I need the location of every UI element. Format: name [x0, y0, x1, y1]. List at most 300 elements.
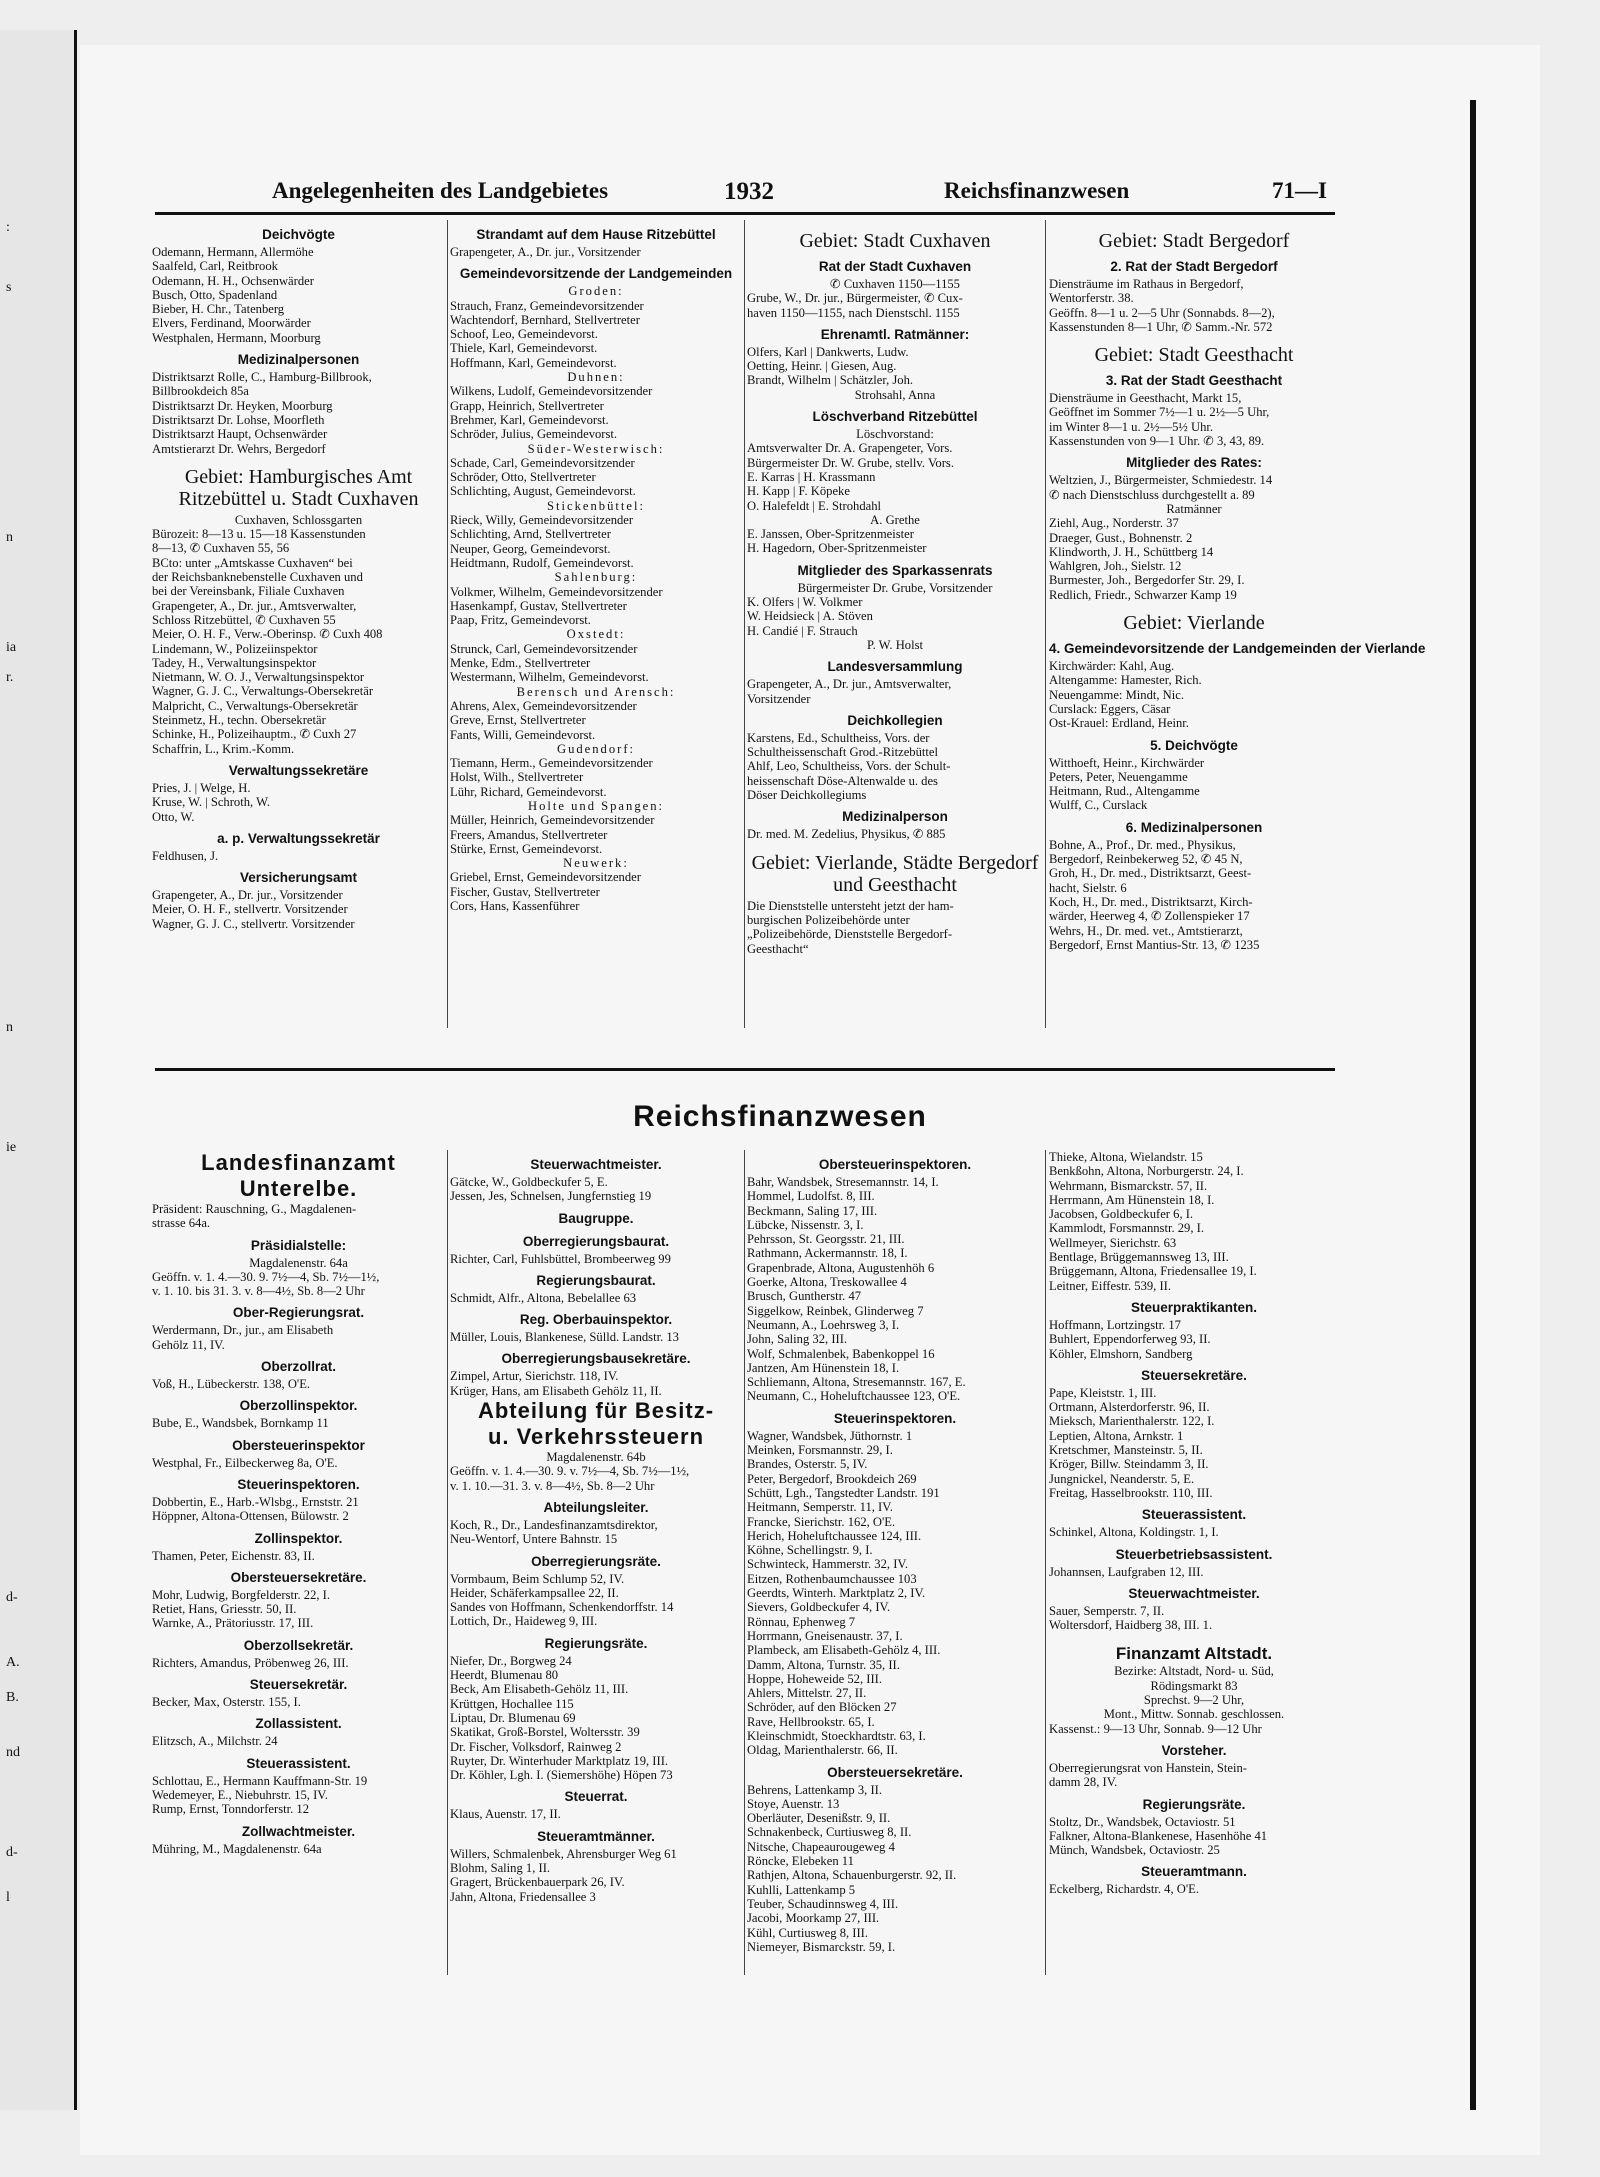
entry-line: Kassenst.: 9—13 Uhr, Sonnab. 9—12 Uhr	[1049, 1721, 1262, 1736]
entry-line: Wentorferstr. 38.	[1049, 291, 1134, 306]
entry-line: Dr. Köhler, Lgh. I. (Siemershöhe) Höpen 73	[450, 1768, 673, 1783]
entry-line: Herrmann, Am Hünenstein 18, I.	[1049, 1192, 1215, 1207]
entry-line: Geöffn. v. 1. 4.—30. 9. 7½—4, Sb. 7½—1½,	[152, 1269, 380, 1284]
entry-line: Karstens, Ed., Schultheiss, Vors. der	[747, 730, 930, 745]
entry-line: Bürozeit: 8—13 u. 15—18 Kassenstunden	[152, 527, 366, 542]
section-heading: Steuerbetriebsassistent.	[1115, 1546, 1273, 1562]
entry-line: Geesthacht“	[747, 941, 809, 956]
entry-line: Wolf, Schmalenbek, Babenkoppel 16	[747, 1346, 935, 1361]
entry-line: Teuber, Schaudinnsweg 4, III.	[747, 1896, 899, 1911]
section-heading: Steuerassistent.	[246, 1755, 351, 1771]
entry-line: Schinke, H., Polizeihauptm., ✆ Cuxh 27	[152, 727, 357, 742]
entry-line: Geöffn. v. 1. 4.—30. 9. v. 7½—4, Sb. 7½—1½,	[450, 1464, 690, 1479]
strip-glyph: ia	[6, 640, 17, 655]
locality-heading: Berensch und Arensch:	[516, 684, 676, 699]
entry-line: Neumann, A., Loehrsweg 3, I.	[747, 1317, 900, 1332]
entry-line: Lindemann, W., Polizeiinspektor	[152, 641, 318, 656]
strip-glyph: l	[6, 1890, 10, 1905]
entry-line: Bahr, Wandsbek, Stresemannstr. 14, I.	[747, 1175, 939, 1189]
section-heading: Reg. Oberbauinspektor.	[519, 1312, 673, 1328]
entry-line: Stoltz, Dr., Wandsbek, Octaviostr. 51	[1049, 1814, 1236, 1829]
entry-line: Thamen, Peter, Eichenstr. 83, II.	[152, 1548, 315, 1563]
strip-glyph: d-	[6, 1845, 18, 1860]
entry-line: Heidtmann, Rudolf, Gemeindevorst.	[450, 555, 634, 570]
entry-line: Steinmetz, H., techn. Obersekretär	[152, 713, 326, 728]
centered-line: P. W. Holst	[867, 637, 923, 652]
entry-line: haven 1150—1155, nach Dienstschl. 1155	[747, 305, 960, 320]
entry-line: Schoof, Leo, Gemeindevorst.	[450, 327, 598, 342]
section-heading: Rat der Stadt Cuxhaven	[818, 259, 972, 274]
entry-line: Schade, Carl, Gemeindevorsitzender	[450, 455, 635, 470]
entry-line: Wehrs, H., Dr. med. vet., Amtstierarzt,	[1049, 923, 1243, 938]
entry-line: Otto, W.	[152, 809, 195, 824]
entry-line: Koch, R., Dr., Landesfinanzamtsdirektor,	[450, 1517, 658, 1532]
entry-line: Rave, Hellbrookstr. 65, I.	[747, 1714, 875, 1729]
entry-line: Schaffrin, L., Krim.-Komm.	[152, 741, 295, 756]
entry-line: Jantzen, Am Hünenstein 18, I.	[747, 1360, 900, 1375]
entry-line: Greve, Ernst, Stellvertreter	[450, 713, 586, 728]
entry-line: Jessen, Jes, Schnelsen, Jungfernstieg 19	[450, 1189, 652, 1204]
entry-line: heissenschaft Döse-Altenwalde u. des	[747, 773, 938, 788]
locality-heading: Gudendorf:	[556, 741, 636, 756]
entry-line: Gehölz 11, IV.	[152, 1337, 225, 1352]
entry-line: Beckmann, Saling 17, III.	[747, 1203, 878, 1218]
entry-line: Heider, Schäferkampsallee 22, II.	[450, 1585, 619, 1600]
office-heading: Finanzamt Altstadt.	[1115, 1644, 1273, 1664]
entry-line: Ziehl, Aug., Norderstr. 37	[1049, 516, 1179, 531]
entry-line: Bergedorf, Reinbekerweg 52, ✆ 45 N,	[1049, 852, 1243, 867]
entry-line: Krüger, Hans, am Elisabeth Gehölz 11, II.	[450, 1383, 662, 1398]
entry-line: Pape, Kleiststr. 1, III.	[1049, 1385, 1157, 1400]
section-heading: Steuerpraktikanten.	[1130, 1299, 1258, 1315]
entry-line: Benkßohn, Altona, Norburgerstr. 24, I.	[1049, 1164, 1244, 1179]
entry-line: Hommel, Ludolfst. 8, III.	[747, 1189, 875, 1204]
entry-line: Lübcke, Nissenstr. 3, I.	[747, 1217, 864, 1232]
section-heading: Oberregierungsräte.	[531, 1553, 661, 1569]
entry-line: Stürke, Ernst, Gemeindevorst.	[450, 841, 603, 856]
entry-line: Ost-Krauel: Erdland, Heinr.	[1049, 716, 1189, 731]
entry-line: Jacobsen, Goldbeckufer 6, I.	[1049, 1207, 1194, 1222]
entry-line: Werdermann, Dr., jur., am Elisabeth	[152, 1323, 334, 1338]
entry-line: Köhler, Elmshorn, Sandberg	[1049, 1346, 1193, 1361]
entry-line: Grapengeter, A., Dr. jur., Vorsitzender	[152, 888, 343, 903]
header-left: Angelegenheiten des Landgebietes	[272, 178, 609, 203]
entry-line: Ortmann, Alsterdorferstr. 96, II.	[1049, 1400, 1210, 1415]
entry-line: Pehrsson, St. Georgsstr. 21, III.	[747, 1232, 905, 1247]
entry-line: Falkner, Altona-Blankenese, Hasenhöhe 41	[1049, 1828, 1268, 1843]
column-strandamt	[450, 220, 742, 913]
entry-line: Weltzien, J., Bürgermeister, Schmiedestr. 14	[1049, 473, 1273, 488]
section-heading: Ober-Regierungsrat.	[232, 1305, 365, 1321]
entry-line: Holst, Wilh., Stellvertreter	[450, 770, 584, 785]
entry-line: Brandt, Wilhelm | Schätzler, Joh.	[747, 373, 914, 388]
entry-line: Müller, Louis, Blankenese, Sülld. Landstr. 13	[450, 1330, 679, 1345]
locality-heading: Groden:	[568, 284, 624, 299]
entry-line: Pries, J. | Welge, H.	[152, 780, 251, 795]
entry-line: W. Heidsieck | A. Stöven	[747, 609, 873, 624]
section-heading: Steuerinspektoren.	[237, 1476, 360, 1492]
entry-line: Horrmann, Gneisenaustr. 37, I.	[747, 1628, 903, 1643]
entry-line: Mieksch, Marienthalerstr. 122, I.	[1049, 1414, 1215, 1429]
entry-line: Sievers, Goldbeckufer 4, IV.	[747, 1600, 891, 1615]
entry-line: Schultheissenschaft Grod.-Ritzebüttel	[747, 745, 938, 760]
office-title: u. Verkehrssteuern	[487, 1424, 705, 1450]
entry-line: v. 1. 10. bis 31. 3. v. 8—4½, Sb. 8—2 Uhr	[152, 1284, 365, 1299]
column-divider	[447, 1150, 448, 1975]
centered-line: Magdalenenstr. 64a	[249, 1255, 348, 1270]
entry-line: Nitsche, Chapeaurougeweg 4	[747, 1839, 895, 1854]
entry-line: O. Halefeldt | E. Strohdahl	[747, 498, 882, 513]
entry-line: Heerdt, Blumenau 80	[450, 1668, 559, 1683]
entry-line: Schlichting, Arnd, Stellvertreter	[450, 527, 611, 542]
section-heading: Steuerassistent.	[1141, 1507, 1247, 1523]
entry-line: Westphal, Fr., Eilbeckerweg 8a, O'E.	[152, 1455, 338, 1470]
strip-glyph: r.	[6, 670, 14, 685]
entry-line: Grapengeter, A., Dr. jur., Amtsverwalter,	[747, 677, 952, 692]
entry-line: Gragert, Brückenbauerpark 26, IV.	[450, 1875, 625, 1890]
entry-line: Distriktsarzt Rolle, C., Hamburg-Billbrook,	[152, 370, 372, 385]
entry-line: Wagner, G. J. C., Verwaltungs-Obersekretär	[152, 684, 374, 699]
entry-line: Schröder, Julius, Gemeindevorst.	[450, 427, 618, 442]
section-heading: Oberregierungsbaurat.	[522, 1233, 670, 1249]
entry-line: Beck, Am Elisabeth-Gehölz 11, III.	[450, 1682, 629, 1697]
entry-line: Olfers, Karl | Dankwerts, Ludw.	[747, 344, 909, 359]
entry-line: Sauer, Semperstr. 7, II.	[1049, 1603, 1165, 1618]
entry-line: Schmidt, Alfr., Altona, Bebelallee 63	[450, 1290, 637, 1305]
entry-line: Münch, Wandsbek, Octaviostr. 25	[1049, 1843, 1220, 1858]
entry-line: Kröger, Billw. Steindamm 3, II.	[1049, 1457, 1209, 1472]
region-heading: Gebiet: Stadt Geesthacht	[1094, 344, 1294, 367]
entry-line: Bohne, A., Prof., Dr. med., Physikus,	[1049, 837, 1236, 852]
entry-line: Woltersdorf, Haidberg 38, III. 1.	[1049, 1618, 1213, 1633]
entry-line: Westphalen, Hermann, Moorburg	[152, 330, 321, 345]
entry-line: Leptien, Altona, Arnkstr. 1	[1049, 1428, 1184, 1443]
entry-line: Odemann, Hermann, Allermöhe	[152, 245, 314, 259]
entry-line: wärder, Heerweg 4, ✆ Zollenspieker 17	[1049, 909, 1250, 924]
entry-line: Wellmeyer, Sierichstr. 63	[1049, 1235, 1177, 1250]
centered-line: Mont., Mittw. Sonnab. geschlossen.	[1103, 1707, 1285, 1722]
entry-line: John, Saling 32, III.	[747, 1332, 848, 1347]
entry-line: Altengamme: Hamester, Rich.	[1049, 673, 1202, 688]
section-heading: Vorsteher.	[1161, 1742, 1227, 1758]
centered-line: Löschvorstand:	[856, 427, 934, 442]
section-heading: Zollinspektor.	[254, 1530, 343, 1546]
entry-line: Oberläuter, Desenißstr. 9, II.	[747, 1811, 891, 1826]
header-year: 1932	[724, 178, 774, 205]
entry-line: Volkmer, Wilhelm, Gemeindevorsitzender	[450, 584, 663, 599]
section-heading: 2. Rat der Stadt Bergedorf	[1110, 259, 1278, 274]
section-heading: Steuerinspektoren.	[833, 1410, 957, 1426]
page-header	[272, 178, 1332, 208]
entry-line: Röncke, Elebeken 11	[747, 1854, 854, 1869]
section-heading: Medizinalpersonen	[237, 352, 360, 368]
section-heading: Steueramtmänner.	[537, 1828, 655, 1844]
section-heading: Verwaltungssekretäre	[228, 762, 369, 778]
column-baugruppe	[450, 1150, 742, 1904]
entry-line: Schinkel, Altona, Koldingstr. 1, I.	[1049, 1525, 1219, 1540]
region-heading: Gebiet: Hamburgisches Amt Ritzebüttel u. Stadt Cuxhaven	[178, 465, 419, 510]
section-heading: Oberzollrat.	[260, 1359, 336, 1375]
section-heading: Steueramtmann.	[1141, 1864, 1247, 1880]
entry-line: Tiemann, Herm., Gemeindevorsitzender	[450, 756, 653, 771]
entry-line: Jacobi, Moorkamp 27, III.	[747, 1911, 880, 1926]
entry-line: Francke, Sierichstr. 162, O'E.	[747, 1514, 896, 1529]
entry-line: Herich, Hoheluftchaussee 124, III.	[747, 1528, 922, 1543]
entry-line: Schröder, Otto, Stellvertreter	[450, 470, 596, 485]
strip-glyph: ie	[6, 1140, 17, 1155]
region-heading: Gebiet: Vierlande, Städte Bergedorf und Geesthacht	[751, 851, 1039, 896]
entry-line: Hoppe, Hoheweide 52, III.	[747, 1671, 882, 1686]
section-heading: Gemeindevorsitzende der Landgemeinden	[459, 266, 733, 282]
entry-line: Neuper, Georg, Gemeindevorst.	[450, 541, 611, 556]
entry-line: Skatikat, Groß-Borstel, Woltersstr. 39	[450, 1725, 640, 1740]
entry-line: Rathjen, Altona, Schauenburgerstr. 92, II.	[747, 1868, 957, 1883]
entry-line: Dr. med. M. Zedelius, Physikus, ✆ 885	[747, 827, 946, 842]
entry-line: Blohm, Saling 1, II.	[450, 1861, 551, 1876]
entry-line: Paap, Fritz, Gemeindevorst.	[450, 613, 591, 628]
centered-line: Rödingsmarkt 83	[1150, 1678, 1238, 1693]
entry-line: Wahlgren, Joh., Sielstr. 12	[1049, 559, 1182, 574]
main-title: Reichsfinanzwesen	[633, 1100, 927, 1133]
entry-line: Kleinschmidt, Stoeckhardtstr. 63, I.	[747, 1728, 926, 1743]
strip-glyph: s	[6, 280, 12, 295]
column-finanzamt-altstadt	[1049, 1150, 1339, 1897]
entry-line: Peter, Bergedorf, Brookdeich 269	[747, 1471, 917, 1486]
column-obersteuerinspektoren	[747, 1150, 1043, 1954]
entry-line: 8—13, ✆ Cuxhaven 55, 56	[152, 541, 290, 556]
entry-line: Dr. Fischer, Volksdorf, Rainweg 2	[450, 1739, 622, 1754]
column-cuxhaven	[747, 220, 1043, 956]
entry-line: Warnke, A., Prätoriusstr. 17, III.	[152, 1616, 314, 1631]
column-divider	[1045, 1150, 1046, 1975]
entry-line: Meinken, Forsmannstr. 29, I.	[747, 1443, 893, 1458]
entry-line: ✆ nach Dienstschluss durchgestellt a. 89	[1049, 487, 1255, 502]
section-heading: 6. Medizinalpersonen	[1125, 819, 1263, 835]
entry-line: Feldhusen, J.	[152, 848, 219, 863]
entry-line: Strunck, Carl, Gemeindevorsitzender	[450, 641, 638, 656]
entry-line: Damm, Altona, Turnstr. 35, II.	[747, 1657, 900, 1672]
locality-heading: Süder-Westerwisch:	[527, 441, 665, 456]
strip-glyph: A.	[6, 1655, 20, 1670]
entry-line: Rönnau, Ephenweg 7	[747, 1614, 856, 1629]
entry-line: Redlich, Friedr., Schwarzer Kamp 19	[1049, 587, 1237, 602]
strip-glyph: :	[6, 220, 10, 235]
region-heading: Gebiet: Vierlande	[1123, 612, 1265, 635]
section-heading: Präsidialstelle:	[250, 1237, 347, 1253]
office-title: Unterelbe.	[239, 1176, 358, 1201]
entry-line: Schröder, auf den Blöcken 27	[747, 1700, 897, 1715]
section-heading: Oberzollinspektor.	[239, 1398, 358, 1414]
entry-line: E. Karras | H. Krassmann	[747, 469, 876, 484]
strip-glyph: n	[6, 530, 13, 545]
entry-line: Rump, Ernst, Tonndorferstr. 12	[152, 1802, 309, 1817]
header-right: Reichsfinanzwesen	[944, 178, 1130, 203]
entry-line: Wagner, Wandsbek, Jüthornstr. 1	[747, 1428, 913, 1443]
entry-line: Goerke, Altona, Treskowallee 4	[747, 1275, 907, 1290]
entry-line: Wachtendorf, Bernhard, Stellvertreter	[450, 312, 640, 327]
locality-heading: Sahlenburg:	[554, 570, 638, 585]
section-heading: Abteilungsleiter.	[543, 1499, 649, 1515]
section-heading: Oberregierungsbausekretäre.	[501, 1351, 691, 1367]
entry-line: Bentlage, Brüggemannsweg 13, III.	[1049, 1250, 1229, 1265]
section-heading: 5. Deichvögte	[1150, 737, 1238, 753]
entry-line: Liptau, Dr. Blumenau 69	[450, 1710, 576, 1725]
entry-line: Freitag, Hasselbrookstr. 110, III.	[1049, 1485, 1213, 1500]
entry-line: Saalfeld, Carl, Reitbrook	[152, 259, 278, 274]
entry-line: Nietmann, W. O. J., Verwaltungsinspektor	[152, 670, 365, 685]
entry-line: Amtstierarzt Dr. Wehrs, Bergedorf	[152, 441, 326, 456]
entry-line: Johannsen, Laufgraben 12, III.	[1049, 1564, 1204, 1579]
entry-line: Distriktsarzt Dr. Heyken, Moorburg	[152, 398, 333, 413]
entry-line: Wagner, G. J. C., stellvertr. Vorsitzender	[152, 916, 355, 931]
locality-heading: Stickenbüttel:	[547, 498, 645, 513]
centered-line: ✆ Cuxhaven 1150—1155	[830, 277, 960, 291]
column-deichvoegte	[152, 220, 445, 931]
entry-line: Döser Deichkollegiums	[747, 788, 867, 803]
section-heading: Steuerrat.	[564, 1789, 628, 1805]
section-heading: Regierungsbaurat.	[536, 1272, 656, 1288]
entry-line: Brehmer, Karl, Gemeindevorst.	[450, 412, 609, 427]
centered-line: Magdalenenstr. 64b	[546, 1450, 646, 1465]
centered-line: Bezirke: Altstadt, Nord- u. Süd,	[1114, 1664, 1274, 1679]
entry-line: H. Kapp | F. Köpeke	[747, 484, 850, 499]
section-heading: Obersteuerinspektor	[232, 1437, 365, 1453]
entry-line: Grapenbrade, Altona, Augustenhöh 6	[747, 1260, 935, 1275]
entry-line: Draeger, Gust., Bohnenstr. 2	[1049, 530, 1193, 545]
section-heading: Steuersekretär.	[249, 1677, 348, 1693]
entry-line: Hoffmann, Karl, Gemeindevorst.	[450, 355, 617, 370]
entry-line: Eckelberg, Richardstr. 4, O'E.	[1049, 1882, 1199, 1897]
entry-line: Niefer, Dr., Borgweg 24	[450, 1653, 572, 1668]
entry-line: Stoye, Auenstr. 13	[747, 1796, 840, 1811]
entry-line: Billbrookdeich 85a	[152, 384, 249, 399]
entry-line: Fischer, Gustav, Stellvertreter	[450, 884, 600, 899]
entry-line: Curslack: Eggers, Cäsar	[1049, 701, 1171, 716]
locality-heading: Holte und Spangen:	[527, 798, 665, 813]
column-divider	[744, 1150, 745, 1975]
entry-line: Odemann, H. H., Ochsenwärder	[152, 273, 314, 288]
entry-line: Schliemann, Altona, Stresemannstr. 167, E.	[747, 1375, 966, 1390]
entry-line: H. Candié | F. Strauch	[747, 623, 858, 638]
entry-line: Buhlert, Eppendorferweg 93, II.	[1049, 1332, 1211, 1347]
entry-line: BCto: unter „Amtskasse Cuxhaven“ bei	[152, 555, 353, 570]
entry-line: Grapp, Heinrich, Stellvertreter	[450, 398, 604, 413]
entry-line: Grapengeter, A., Dr. jur., Amtsverwalter,	[152, 598, 357, 613]
entry-line: Westermann, Wilhelm, Gemeindevorst.	[450, 670, 649, 685]
entry-line: Becker, Max, Osterstr. 155, I.	[152, 1695, 301, 1710]
entry-line: Neu-Wentorf, Untere Bahnstr. 15	[450, 1532, 618, 1547]
section-heading: Zollassistent.	[255, 1716, 342, 1732]
entry-line: Kruse, W. | Schroth, W.	[152, 795, 270, 810]
centered-line: Sprechst. 9—2 Uhr,	[1143, 1693, 1245, 1708]
entry-line: Grapengeter, A., Dr. jur., Vorsitzender	[450, 245, 641, 259]
section-heading: Mitglieder des Rates:	[1126, 455, 1262, 471]
section-heading: Regierungsräte.	[544, 1635, 648, 1651]
section-heading: Versicherungsamt	[239, 870, 358, 886]
strip-glyph: nd	[6, 1745, 20, 1760]
entry-line: Ahrens, Alex, Gemeindevorsitzender	[450, 698, 637, 713]
entry-line: Schwinteck, Hammerstr. 32, IV.	[747, 1557, 909, 1572]
section-rule	[155, 1068, 1335, 1071]
section-heading: 4. Gemeindevorsitzende der Landgemeinden der Vierlande	[1049, 641, 1426, 657]
entry-line: Groh, H., Dr. med., Distriktsarzt, Geest-	[1049, 866, 1252, 881]
entry-line: Diensträume in Geesthacht, Markt 15,	[1049, 391, 1242, 406]
section-heading: Löschverband Ritzebüttel	[812, 409, 978, 425]
centered-line: Bürgermeister Dr. Grube, Vorsitzender	[797, 580, 993, 595]
centered-line: Strohsahl, Anna	[854, 387, 936, 402]
entry-line: Schnakenbeck, Curtiusweg 8, II.	[747, 1825, 912, 1840]
header-rule	[155, 212, 1335, 215]
entry-line: Busch, Otto, Spadenland	[152, 287, 278, 302]
section-heading: Obersteuerinspektoren.	[818, 1157, 972, 1172]
entry-line: Kühl, Curtiusweg 8, III.	[747, 1925, 869, 1940]
entry-line: Mühring, M., Magdalenenstr. 64a	[152, 1841, 322, 1856]
region-heading: Gebiet: Stadt Bergedorf	[1098, 230, 1290, 252]
entry-line: Zimpel, Artur, Sierichstr. 118, IV.	[450, 1369, 619, 1384]
section-heading: Strandamt auf dem Hause Ritzebüttel	[476, 227, 716, 242]
entry-line: burgischen Polizeibehörde unter	[747, 912, 910, 927]
entry-line: Bergedorf, Ernst Mantius-Str. 13, ✆ 1235	[1049, 937, 1260, 952]
entry-line: Lühr, Richard, Gemeindevorst.	[450, 784, 607, 799]
entry-line: Mohr, Ludwig, Borgfelderstr. 22, I.	[152, 1587, 331, 1602]
entry-line: Köhne, Schellingstr. 9, I.	[747, 1543, 873, 1558]
region-heading: Gebiet: Stadt Cuxhaven	[799, 230, 991, 252]
office-title: Landesfinanzamt	[201, 1150, 396, 1175]
entry-line: Hoffmann, Lortzingstr. 17	[1049, 1317, 1181, 1332]
entry-line: Geöffn. 8—1 u. 2—5 Uhr (Sonnabds. 8—2),	[1049, 305, 1275, 320]
entry-line: Amtsverwalter Dr. A. Grapengeter, Vors.	[747, 441, 953, 456]
centered-line: Ratmänner	[1166, 501, 1222, 516]
entry-line: Schlottau, E., Hermann Kauffmann-Str. 19	[152, 1773, 368, 1788]
entry-line: Strauch, Franz, Gemeindevorsitzender	[450, 298, 644, 313]
strip-glyph: n	[6, 1020, 13, 1035]
entry-line: damm 28, IV.	[1049, 1775, 1118, 1790]
entry-line: Die Dienststelle untersteht jetzt der ham-	[747, 898, 954, 913]
section-heading: Ehrenamtl. Ratmänner:	[820, 326, 970, 342]
entry-line: Klindworth, J. H., Schüttberg 14	[1049, 544, 1214, 559]
entry-line: Bieber, H. Chr., Tatenberg	[152, 302, 285, 317]
entry-line: v. 1. 10.—31. 3. v. 8—4½, Sb. 8—2 Uhr	[450, 1478, 655, 1493]
entry-line: Oldag, Marienthalerstr. 66, II.	[747, 1743, 898, 1758]
entry-line: Bürgermeister Dr. W. Grube, stellv. Vors.	[747, 455, 954, 470]
section-heading: Medizinalperson	[842, 809, 948, 825]
strip-glyph: B.	[6, 1690, 19, 1705]
entry-line: Burmester, Joh., Bergedorfer Str. 29, I.	[1049, 573, 1245, 588]
entry-line: Höppner, Altona-Ottensen, Bülowstr. 2	[152, 1509, 349, 1524]
entry-line: Niemeyer, Bismarckstr. 59, I.	[747, 1939, 896, 1954]
section-heading: Mitglieder des Sparkassenrats	[797, 562, 993, 578]
entry-line: Lottich, Dr., Haideweg 9, III.	[450, 1614, 598, 1629]
entry-line: Behrens, Lattenkamp 3, II.	[747, 1782, 882, 1797]
entry-line: Schlichting, August, Gemeindevorst.	[450, 484, 636, 499]
entry-line: Dobbertin, E., Harb.-Wlsbg., Ernststr. 21	[152, 1494, 359, 1509]
locality-heading: Neuwerk:	[563, 856, 629, 871]
entry-line: Brüggemann, Altona, Friedensallee 19, I.	[1049, 1264, 1257, 1279]
entry-line: „Polizeibehörde, Dienststelle Bergedorf-	[747, 927, 953, 942]
entry-line: Präsident: Rauschning, G., Magdalenen-	[152, 1202, 357, 1216]
entry-line: Diensträume im Rathaus in Bergedorf,	[1049, 277, 1244, 291]
entry-line: Kassenstunden 8—1 Uhr, ✆ Samm.-Nr. 572	[1049, 319, 1273, 334]
entry-line: Meier, O. H. F., stellvertr. Vorsitzender	[152, 902, 348, 917]
entry-line: Ruyter, Dr. Winterhuder Marktplatz 19, III.	[450, 1753, 669, 1768]
entry-line: bei der Vereinsbank, Filiale Cuxhaven	[152, 584, 345, 599]
column-bergedorf	[1049, 220, 1426, 952]
entry-line: H. Hagedorn, Ober-Spritzenmeister	[747, 541, 927, 556]
section-heading: Steuersekretäre.	[1141, 1367, 1247, 1383]
entry-line: Kassenstunden von 9—1 Uhr. ✆ 3, 43, 89.	[1049, 434, 1265, 449]
entry-line: Ahlers, Mittelstr. 27, II.	[747, 1686, 867, 1701]
column-divider	[1045, 220, 1046, 1028]
